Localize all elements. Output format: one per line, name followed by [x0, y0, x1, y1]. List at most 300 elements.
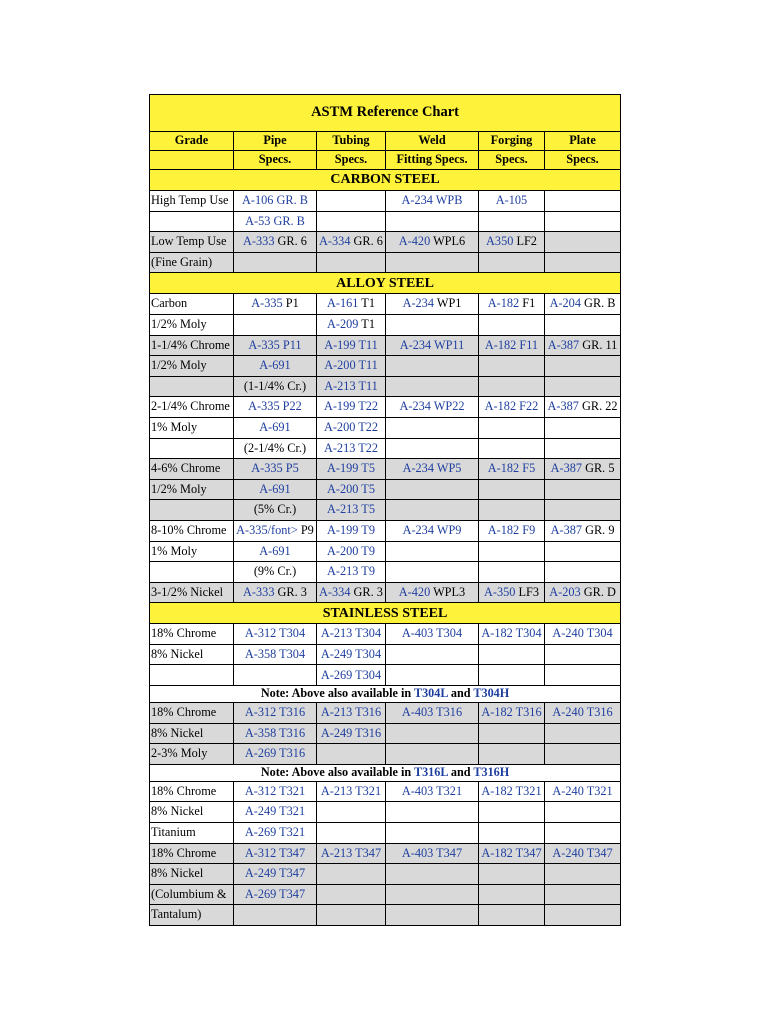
spec-link[interactable]: A-234 WPB: [401, 193, 463, 208]
note-row: [150, 764, 621, 781]
grade-cell: Tantalum): [150, 905, 234, 926]
astm-reference-chart: [149, 94, 621, 926]
spec-link[interactable]: A-249 T347: [244, 866, 306, 881]
spec-link[interactable]: A-213 T9: [327, 564, 375, 579]
spec-link[interactable]: A-403 T304: [401, 626, 463, 641]
forging-spec-cell: [479, 294, 545, 315]
pipe-spec-cell: [234, 781, 317, 802]
spec-suffix: F1: [519, 296, 536, 311]
forging-spec-cell: [479, 562, 545, 583]
spec-link[interactable]: A-269 T347: [244, 886, 306, 901]
spec-link[interactable]: A-350: [484, 584, 516, 599]
forging-spec-cell: [479, 438, 545, 459]
spec-link[interactable]: A-161: [327, 296, 359, 311]
pipe-spec-cell: [234, 252, 317, 273]
note-grade-link[interactable]: T304L: [413, 686, 448, 701]
header-tubing-specs: Specs.: [317, 151, 386, 170]
note-grade-link[interactable]: T316H: [473, 765, 510, 780]
tubing-spec-cell: [317, 397, 386, 418]
spec-link[interactable]: A-182 T304: [481, 626, 542, 641]
plate-spec-cell: [545, 191, 621, 212]
table-row: [150, 211, 621, 232]
plate-spec-cell: [545, 294, 621, 315]
section-row: [150, 273, 621, 294]
pipe-spec-cell: [234, 905, 317, 926]
spec-link[interactable]: A-269 T316: [244, 746, 306, 761]
grade-cell: 2-3% Moly: [150, 744, 234, 765]
note-grade-link[interactable]: T316L: [413, 765, 448, 780]
pipe-spec-cell: [234, 644, 317, 665]
table-row: [150, 232, 621, 253]
grade-cell: 8% Nickel: [150, 864, 234, 885]
spec-link[interactable]: A-53 GR. B: [245, 213, 305, 228]
weld-spec-cell: [386, 479, 479, 500]
header-grade-sub: [150, 151, 234, 170]
forging-spec-cell: [479, 500, 545, 521]
table-row: [150, 397, 621, 418]
grade-cell: (Columbium &: [150, 884, 234, 905]
spec-suffix: P1: [282, 296, 299, 311]
table-row: [150, 191, 621, 212]
pipe-spec-cell: [234, 376, 317, 397]
section-row: [150, 170, 621, 191]
weld-spec-cell: [386, 884, 479, 905]
weld-spec-cell: [386, 582, 479, 603]
weld-spec-cell: [386, 843, 479, 864]
tubing-spec-cell: [317, 520, 386, 541]
weld-spec-cell: [386, 864, 479, 885]
spec-link[interactable]: A-333: [243, 234, 275, 249]
pipe-spec-cell: [234, 314, 317, 335]
pipe-spec-cell: [234, 744, 317, 765]
plate-spec-cell: [545, 665, 621, 686]
spec-link[interactable]: A-182: [487, 296, 520, 311]
spec-link[interactable]: A-105: [495, 193, 528, 208]
table-row: [150, 520, 621, 541]
chart-title: ASTM Reference Chart: [150, 95, 621, 132]
spec-link[interactable]: A-335 P11: [248, 337, 302, 352]
table-row: [150, 294, 621, 315]
spec-link[interactable]: A-182 T316: [481, 705, 542, 720]
tubing-spec-cell: [317, 294, 386, 315]
spec-link[interactable]: A-387: [547, 399, 579, 414]
weld-spec-cell: [386, 459, 479, 480]
spec-suffix: P9: [297, 522, 314, 537]
spec-suffix: T1: [358, 317, 375, 331]
weld-spec-cell: [386, 191, 479, 212]
header-weld: Weld: [386, 132, 479, 151]
pipe-spec-cell: [234, 843, 317, 864]
spec-link[interactable]: A-213 T11: [324, 378, 378, 393]
grade-cell: 1% Moly: [150, 541, 234, 562]
plate-spec-cell: [545, 562, 621, 583]
weld-spec-cell: [386, 624, 479, 645]
table-row: [150, 356, 621, 377]
spec-suffix: (1-1/4% Cr.): [243, 378, 307, 393]
pipe-spec-cell: [234, 417, 317, 438]
tubing-spec-cell: [317, 781, 386, 802]
spec-link[interactable]: A-240 T304: [552, 626, 613, 641]
spec-link[interactable]: A-249 T321: [244, 804, 306, 819]
spec-link[interactable]: A-182 F9: [487, 522, 536, 537]
spec-link[interactable]: A-691: [259, 358, 291, 373]
spec-link[interactable]: A-234: [402, 296, 434, 311]
spec-link[interactable]: A-691: [259, 481, 291, 496]
note-grade-link[interactable]: T304H: [473, 686, 510, 701]
weld-spec-cell: [386, 781, 479, 802]
table-row: [150, 864, 621, 885]
weld-spec-cell: [386, 562, 479, 583]
tubing-spec-cell: [317, 479, 386, 500]
spec-link[interactable]: A-200 T22: [323, 419, 379, 434]
grade-cell: [150, 562, 234, 583]
weld-spec-cell: [386, 541, 479, 562]
weld-spec-cell: [386, 314, 479, 335]
spec-link[interactable]: A-182 F5: [487, 461, 536, 476]
header-grade: Grade: [150, 132, 234, 151]
grade-cell: Carbon: [150, 294, 234, 315]
note-text: and: [447, 765, 474, 780]
plate-spec-cell: [545, 211, 621, 232]
grade-cell: 8% Nickel: [150, 644, 234, 665]
spec-link[interactable]: A-213 T316: [320, 705, 382, 720]
forging-spec-cell: [479, 843, 545, 864]
plate-spec-cell: [545, 843, 621, 864]
table-row: [150, 843, 621, 864]
spec-link[interactable]: A-200 T11: [324, 358, 378, 373]
header-weld-specs: Fitting Specs.: [386, 151, 479, 170]
pipe-spec-cell: [234, 335, 317, 356]
grade-cell: 1/2% Moly: [150, 356, 234, 377]
table-row: [150, 562, 621, 583]
grade-cell: 1/2% Moly: [150, 314, 234, 335]
spec-link[interactable]: A-420: [398, 234, 431, 249]
pipe-spec-cell: [234, 723, 317, 744]
pipe-spec-cell: [234, 520, 317, 541]
grade-cell: 8% Nickel: [150, 723, 234, 744]
plate-spec-cell: [545, 520, 621, 541]
pipe-spec-cell: [234, 624, 317, 645]
plate-spec-cell: [545, 905, 621, 926]
forging-spec-cell: [479, 744, 545, 765]
table-row: [150, 479, 621, 500]
spec-link[interactable]: A-199 T5: [327, 461, 375, 476]
pipe-spec-cell: [234, 459, 317, 480]
spec-link[interactable]: A-403 T347: [401, 845, 463, 860]
plate-spec-cell: [545, 252, 621, 273]
spec-link[interactable]: A-199 T11: [324, 337, 378, 352]
spec-link[interactable]: A-334: [319, 584, 351, 599]
spec-link[interactable]: A-335/font>: [236, 522, 298, 537]
weld-spec-cell: [386, 703, 479, 724]
weld-spec-cell: [386, 500, 479, 521]
spec-link[interactable]: A-691: [259, 419, 291, 434]
spec-link[interactable]: A-234 WP11: [399, 337, 465, 352]
plate-spec-cell: [545, 624, 621, 645]
spec-suffix: (9% Cr.): [253, 564, 297, 579]
chart-title-row: [150, 95, 621, 132]
pipe-spec-cell: [234, 191, 317, 212]
forging-spec-cell: [479, 520, 545, 541]
spec-link[interactable]: A-269 T304: [320, 667, 382, 682]
spec-link[interactable]: A-387: [550, 461, 583, 476]
spec-link[interactable]: A-335: [251, 296, 283, 311]
table-row: [150, 723, 621, 744]
header-forging-specs: Specs.: [479, 151, 545, 170]
pipe-spec-cell: [234, 665, 317, 686]
forging-spec-cell: [479, 211, 545, 232]
pipe-spec-cell: [234, 294, 317, 315]
weld-spec-cell: [386, 211, 479, 232]
weld-spec-cell: [386, 823, 479, 844]
spec-link[interactable]: A-387: [547, 337, 580, 352]
plate-spec-cell: [545, 541, 621, 562]
forging-spec-cell: [479, 864, 545, 885]
spec-link[interactable]: A-182 F22: [484, 399, 539, 414]
spec-link[interactable]: A-387: [550, 522, 583, 537]
weld-spec-cell: [386, 744, 479, 765]
pipe-spec-cell: [234, 438, 317, 459]
grade-cell: Low Temp Use: [150, 232, 234, 253]
table-row: [150, 624, 621, 645]
tubing-spec-cell: [317, 252, 386, 273]
spec-link[interactable]: A-234 WP5: [402, 461, 462, 476]
tubing-spec-cell: [317, 665, 386, 686]
grade-cell: [150, 376, 234, 397]
table-row: [150, 500, 621, 521]
grade-cell: [150, 665, 234, 686]
pipe-spec-cell: [234, 479, 317, 500]
plate-spec-cell: [545, 232, 621, 253]
forging-spec-cell: [479, 781, 545, 802]
spec-suffix: GR. B: [580, 296, 616, 311]
section-title: ALLOY STEEL: [150, 273, 621, 294]
pipe-spec-cell: [234, 541, 317, 562]
grade-cell: 18% Chrome: [150, 781, 234, 802]
table-row: [150, 884, 621, 905]
tubing-spec-cell: [317, 211, 386, 232]
spec-link[interactable]: A-312 T321: [244, 783, 306, 798]
plate-spec-cell: [545, 500, 621, 521]
table-row: [150, 417, 621, 438]
spec-link[interactable]: A-199 T9: [327, 522, 375, 537]
forging-spec-cell: [479, 723, 545, 744]
weld-spec-cell: [386, 232, 479, 253]
spec-link[interactable]: A-199 T22: [323, 399, 379, 414]
tubing-spec-cell: [317, 376, 386, 397]
plate-spec-cell: [545, 744, 621, 765]
table-row: [150, 744, 621, 765]
pipe-spec-cell: [234, 864, 317, 885]
tubing-spec-cell: [317, 438, 386, 459]
spec-suffix: WPL6: [430, 234, 466, 249]
spec-link[interactable]: A-358 T316: [244, 725, 306, 740]
table-row: [150, 541, 621, 562]
spec-suffix: LF3: [515, 584, 539, 599]
spec-link[interactable]: A-182 F11: [484, 337, 539, 352]
spec-link[interactable]: A-403 T321: [401, 783, 463, 798]
tubing-spec-cell: [317, 232, 386, 253]
table-row: [150, 802, 621, 823]
plate-spec-cell: [545, 781, 621, 802]
grade-cell: 18% Chrome: [150, 703, 234, 724]
weld-spec-cell: [386, 802, 479, 823]
forging-spec-cell: [479, 417, 545, 438]
weld-spec-cell: [386, 356, 479, 377]
table-row: [150, 252, 621, 273]
spec-link[interactable]: A-213 T321: [320, 783, 382, 798]
header-plate: Plate: [545, 132, 621, 151]
plate-spec-cell: [545, 582, 621, 603]
plate-spec-cell: [545, 314, 621, 335]
spec-link[interactable]: A-213 T22: [323, 440, 379, 455]
weld-spec-cell: [386, 905, 479, 926]
pipe-spec-cell: [234, 582, 317, 603]
spec-link[interactable]: A-240 T347: [552, 845, 613, 860]
spec-link[interactable]: A-200 T9: [327, 543, 375, 558]
section-row: [150, 603, 621, 624]
spec-link[interactable]: A-200 T5: [327, 481, 375, 496]
tubing-spec-cell: [317, 500, 386, 521]
forging-spec-cell: [479, 252, 545, 273]
forging-spec-cell: [479, 479, 545, 500]
weld-spec-cell: [386, 665, 479, 686]
spec-link[interactable]: A-182 T321: [481, 783, 542, 798]
plate-spec-cell: [545, 864, 621, 885]
grade-cell: [150, 500, 234, 521]
note-text: Note: Above also available in: [260, 765, 414, 780]
header-plate-specs: Specs.: [545, 151, 621, 170]
forging-spec-cell: [479, 191, 545, 212]
spec-suffix: GR. 5: [582, 461, 615, 476]
weld-spec-cell: [386, 294, 479, 315]
forging-spec-cell: [479, 459, 545, 480]
spec-link[interactable]: A-106 GR. B: [242, 193, 308, 208]
spec-suffix: GR. 3: [350, 584, 383, 599]
table-row: [150, 665, 621, 686]
spec-link[interactable]: A-213 T5: [327, 502, 375, 517]
spec-link[interactable]: A-234 WP22: [399, 399, 465, 414]
spec-suffix: (2-1/4% Cr.): [243, 440, 307, 455]
header-row-1: [150, 132, 621, 151]
spec-link[interactable]: A-234 WP9: [402, 522, 462, 537]
spec-suffix: GR. 6: [274, 234, 307, 249]
spec-link[interactable]: A-269 T321: [244, 825, 306, 840]
spec-link[interactable]: A-312 T304: [244, 626, 306, 641]
forging-spec-cell: [479, 665, 545, 686]
plate-spec-cell: [545, 479, 621, 500]
plate-spec-cell: [545, 644, 621, 665]
availability-note: [150, 764, 621, 781]
grade-cell: (Fine Grain): [150, 252, 234, 273]
forging-spec-cell: [479, 376, 545, 397]
tubing-spec-cell: [317, 864, 386, 885]
pipe-spec-cell: [234, 500, 317, 521]
spec-link[interactable]: A-240 T316: [552, 705, 613, 720]
spec-link[interactable]: A-213 T304: [320, 626, 382, 641]
tubing-spec-cell: [317, 802, 386, 823]
spec-link[interactable]: A-334: [319, 234, 351, 249]
spec-link[interactable]: A-420: [398, 584, 431, 599]
weld-spec-cell: [386, 644, 479, 665]
pipe-spec-cell: [234, 356, 317, 377]
tubing-spec-cell: [317, 541, 386, 562]
pipe-spec-cell: [234, 211, 317, 232]
grade-cell: 8% Nickel: [150, 802, 234, 823]
tubing-spec-cell: [317, 314, 386, 335]
spec-link[interactable]: A-333: [243, 584, 275, 599]
plate-spec-cell: [545, 703, 621, 724]
spec-link[interactable]: A350: [486, 234, 514, 249]
spec-suffix: GR. 22: [578, 399, 618, 414]
grade-cell: 1% Moly: [150, 417, 234, 438]
tubing-spec-cell: [317, 459, 386, 480]
spec-link[interactable]: A-213 T347: [320, 845, 382, 860]
spec-link[interactable]: A-204: [549, 296, 581, 311]
spec-suffix: GR. 9: [582, 522, 615, 537]
spec-link[interactable]: A-335 P5: [251, 461, 299, 476]
tubing-spec-cell: [317, 356, 386, 377]
spec-link[interactable]: A-335 P22: [248, 399, 302, 414]
tubing-spec-cell: [317, 562, 386, 583]
header-row-2: [150, 151, 621, 170]
grade-cell: 1-1/4% Chrome: [150, 335, 234, 356]
tubing-spec-cell: [317, 644, 386, 665]
tubing-spec-cell: [317, 905, 386, 926]
plate-spec-cell: [545, 884, 621, 905]
spec-link[interactable]: A-312 T316: [244, 705, 306, 720]
grade-cell: Titanium: [150, 823, 234, 844]
forging-spec-cell: [479, 314, 545, 335]
spec-link[interactable]: A-691: [259, 543, 291, 558]
pipe-spec-cell: [234, 232, 317, 253]
spec-suffix: GR. 6: [350, 234, 383, 249]
table-row: [150, 582, 621, 603]
pipe-spec-cell: [234, 562, 317, 583]
grade-cell: High Temp Use: [150, 191, 234, 212]
tubing-spec-cell: [317, 723, 386, 744]
weld-spec-cell: [386, 438, 479, 459]
forging-spec-cell: [479, 703, 545, 724]
header-pipe-specs: Specs.: [234, 151, 317, 170]
spec-link[interactable]: A-182 T347: [481, 845, 542, 860]
forging-spec-cell: [479, 905, 545, 926]
forging-spec-cell: [479, 644, 545, 665]
plate-spec-cell: [545, 823, 621, 844]
forging-spec-cell: [479, 802, 545, 823]
spec-link[interactable]: A-249 T304: [320, 646, 382, 661]
table-row: [150, 823, 621, 844]
tubing-spec-cell: [317, 624, 386, 645]
plate-spec-cell: [545, 356, 621, 377]
spec-suffix: GR. 3: [274, 584, 307, 599]
note-row: [150, 686, 621, 703]
spec-link[interactable]: A-249 T316: [320, 725, 382, 740]
spec-link[interactable]: A-403 T316: [401, 705, 463, 720]
spec-link[interactable]: A-209: [327, 317, 359, 331]
weld-spec-cell: [386, 397, 479, 418]
forging-spec-cell: [479, 582, 545, 603]
spec-link[interactable]: A-312 T347: [244, 845, 306, 860]
spec-suffix: WP1: [433, 296, 462, 311]
grade-cell: 18% Chrome: [150, 843, 234, 864]
table-row: [150, 314, 621, 335]
spec-link[interactable]: A-358 T304: [244, 646, 306, 661]
spec-link[interactable]: A-240 T321: [552, 783, 613, 798]
table-row: [150, 376, 621, 397]
pipe-spec-cell: [234, 802, 317, 823]
spec-link[interactable]: A-203: [549, 584, 581, 599]
